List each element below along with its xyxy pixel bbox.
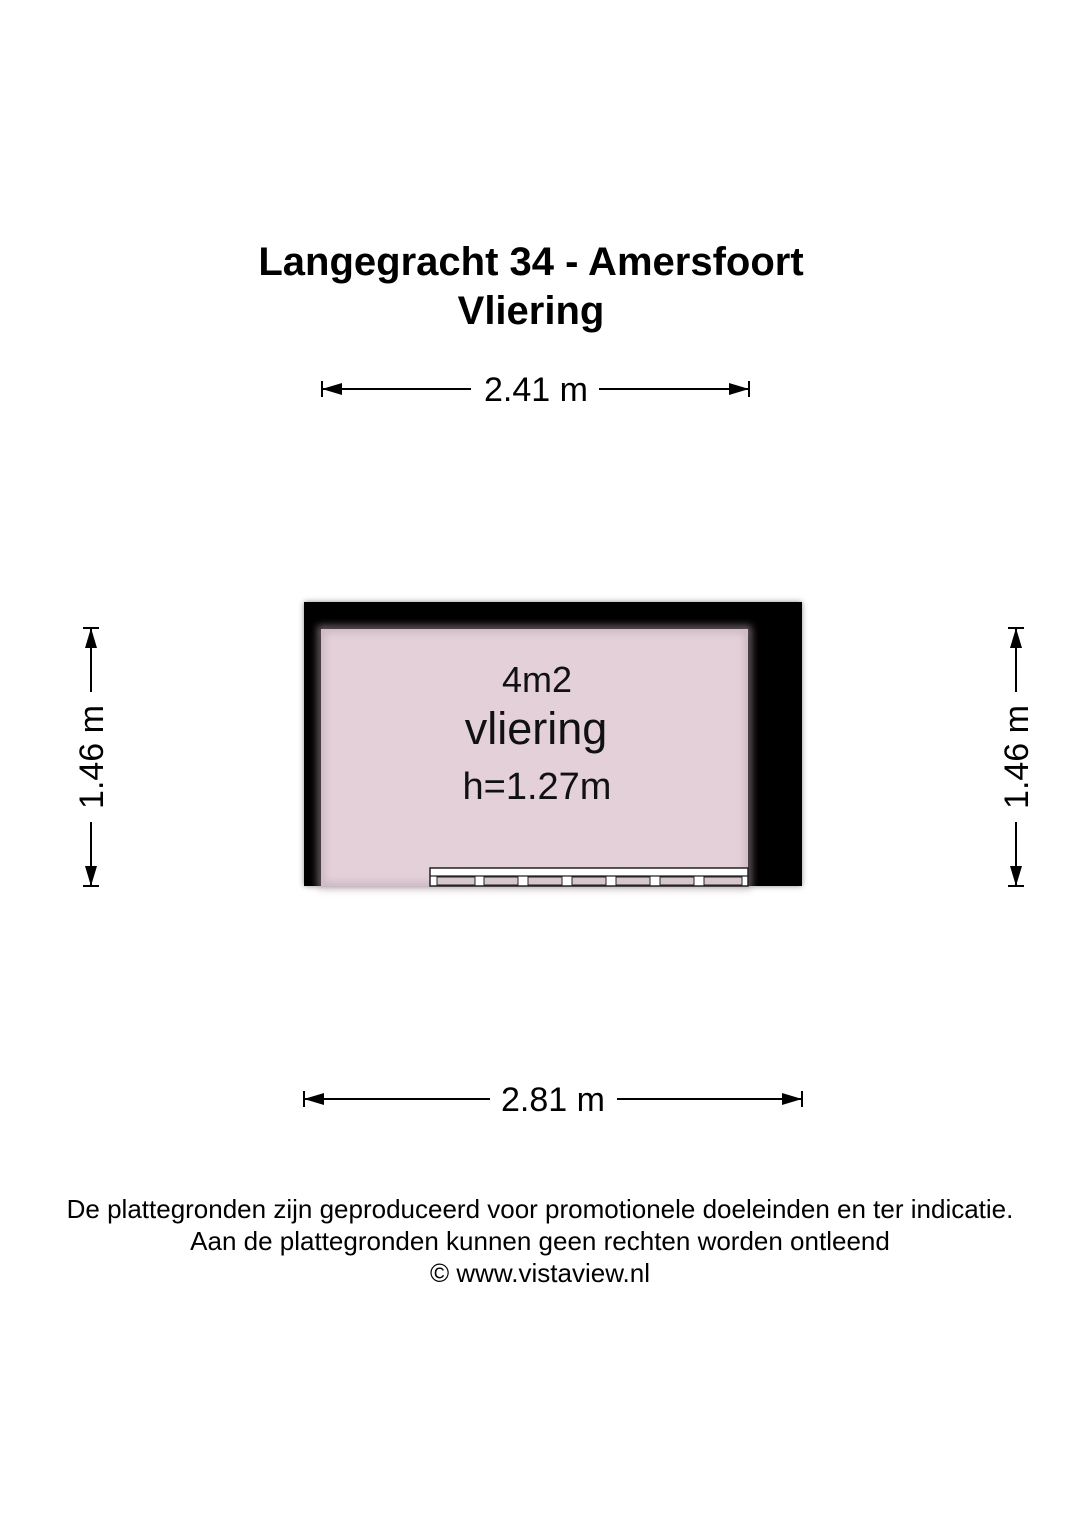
dimension-right-label: 1.46 m bbox=[998, 705, 1036, 809]
room-vliering bbox=[304, 602, 802, 886]
window-strip bbox=[430, 868, 748, 886]
room-name: vliering bbox=[464, 703, 608, 754]
room-area: 4m2 bbox=[501, 659, 573, 700]
dimension-bottom-label: 2.81 m bbox=[501, 1081, 605, 1119]
room-height: h=1.27m bbox=[462, 766, 612, 808]
dimension-left bbox=[73, 628, 111, 886]
dimension-top bbox=[322, 371, 749, 409]
dimension-left-label: 1.46 m bbox=[73, 705, 111, 809]
dimension-bottom bbox=[304, 1081, 802, 1119]
disclaimer-line-1: De plattegronden zijn geproduceerd voor promotionele doeleinden en ter indicatie. bbox=[66, 1194, 1014, 1224]
dimension-top-label: 2.41 m bbox=[484, 371, 588, 409]
dimension-right bbox=[998, 628, 1036, 886]
copyright: © www.vistaview.nl bbox=[430, 1258, 650, 1288]
disclaimer-line-2: Aan de plattegronden kunnen geen rechten worden ontleend bbox=[190, 1226, 890, 1256]
floor-name: Vliering bbox=[457, 289, 605, 333]
plan-title: Langegracht 34 - Amersfoort bbox=[258, 240, 804, 284]
